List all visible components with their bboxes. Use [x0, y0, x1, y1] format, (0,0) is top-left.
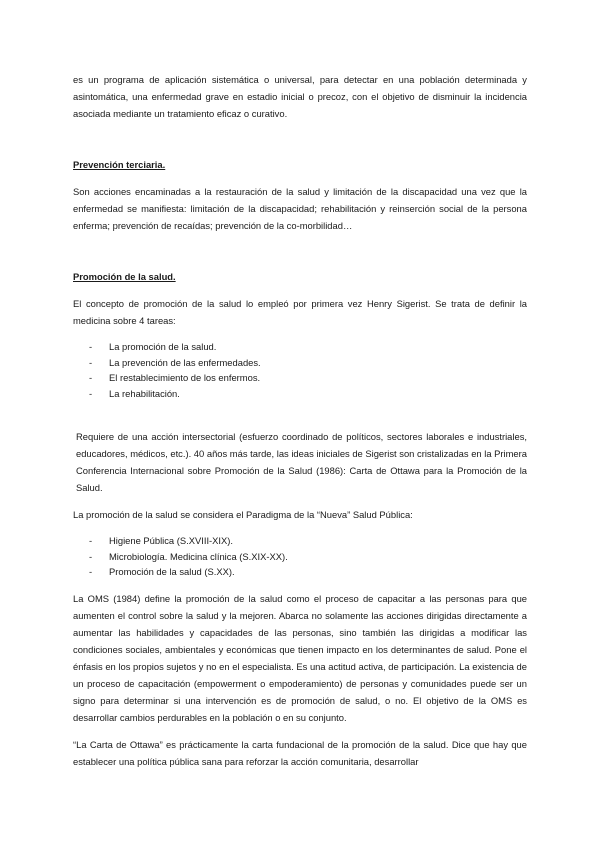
etapas-list	[73, 533, 527, 580]
tareas-list	[73, 339, 527, 401]
list-item: - El restablecimiento de los enfermos.	[89, 370, 527, 386]
intersectorial-paragraph: Requiere de una acción intersectorial (esfuerzo coordinado de políticos, sectores laborales e industriales, educadores, médicos, etc.). 40 años más tarde, las ideas iniciales de Sigerist son cristalizadas en la Primera Conferencia Internacional sobre Promoción de la Salud (1986): Carta de Ottawa para la Promoción de la Salud.	[76, 431, 527, 493]
paradigma-paragraph: La promoción de la salud se considera el Paradigma de la “Nueva” Salud Pública:	[73, 509, 413, 520]
list-item: - La promoción de la salud.	[89, 339, 527, 355]
list-item: - La rehabilitación.	[89, 386, 527, 402]
dash-marker: -	[89, 356, 93, 368]
dash-marker: -	[89, 566, 93, 577]
dash-marker: -	[89, 372, 93, 383]
list-item: - Higiene Pública (S.XVIII-XIX).	[89, 533, 527, 549]
list-item: - La prevención de las enfermedades.	[89, 355, 527, 371]
list-item: - Promoción de la salud (S.XX).	[89, 564, 527, 580]
dash-marker: -	[89, 387, 93, 399]
ottawa-paragraph: “La Carta de Ottawa” es prácticamente la carta fundacional de la promoción de la salud. Dice que hay que establecer una política pública sana para reforzar la acción comunitaria, desarrollar	[73, 738, 527, 767]
heading-prevencion-terciaria: Prevención terciaria.	[73, 159, 166, 170]
list-item: - Microbiología. Medicina clínica (S.XIX-XX).	[89, 549, 527, 565]
promocion-intro-paragraph: El concepto de promoción de la salud lo empleó por primera vez Henry Sigerist. Se trata de definir la medicina sobre 4 tareas:	[73, 298, 527, 326]
intro-paragraph: es un programa de aplicación sistemática o universal, para detectar en una población determinada y asintomática, una enfermedad grave en estadio inicial o precoz, con el objetivo de disminuir la incidencia asociada mediante un tratamiento eficaz o curativo.	[73, 74, 527, 119]
dash-marker: -	[89, 550, 93, 562]
terciaria-paragraph: Son acciones encaminadas a la restauración de la salud y limitación de la discapacidad una vez que la enfermedad se manifiesta: limitación de la discapacidad; rehabilitación y reinserción social de la persona enferma; prevención de recaídas; prevención de la co-morbilidad…	[73, 186, 527, 231]
heading-promocion-salud: Promoción de la salud.	[73, 271, 176, 282]
dash-marker: -	[89, 341, 93, 352]
oms-paragraph: La OMS (1984) define la promoción de la salud como el proceso de capacitar a las personas para que aumenten el control sobre la salud y la mejoren. Abarca no solamente las acciones dirigidas directamente a aumentar las habilidades y capacidades de las personas, sino también las dirigidas a modificar las condiciones sociales, ambientales y económicas que tienen impacto en los determinantes de salud. Pone el énfasis en los propios sujetos y no en el especialista. Es una actitud activa, de participación. La existencia de un proceso de capacitación (empowerment o empoderamiento) de personas y comunidades puede ser un signo para determinar si una intervención es de promoción de salud, o no. El objetivo de la OMS es desarrollar cambios perdurables en la población o en su conjunto.	[73, 592, 527, 723]
dash-marker: -	[89, 535, 93, 546]
